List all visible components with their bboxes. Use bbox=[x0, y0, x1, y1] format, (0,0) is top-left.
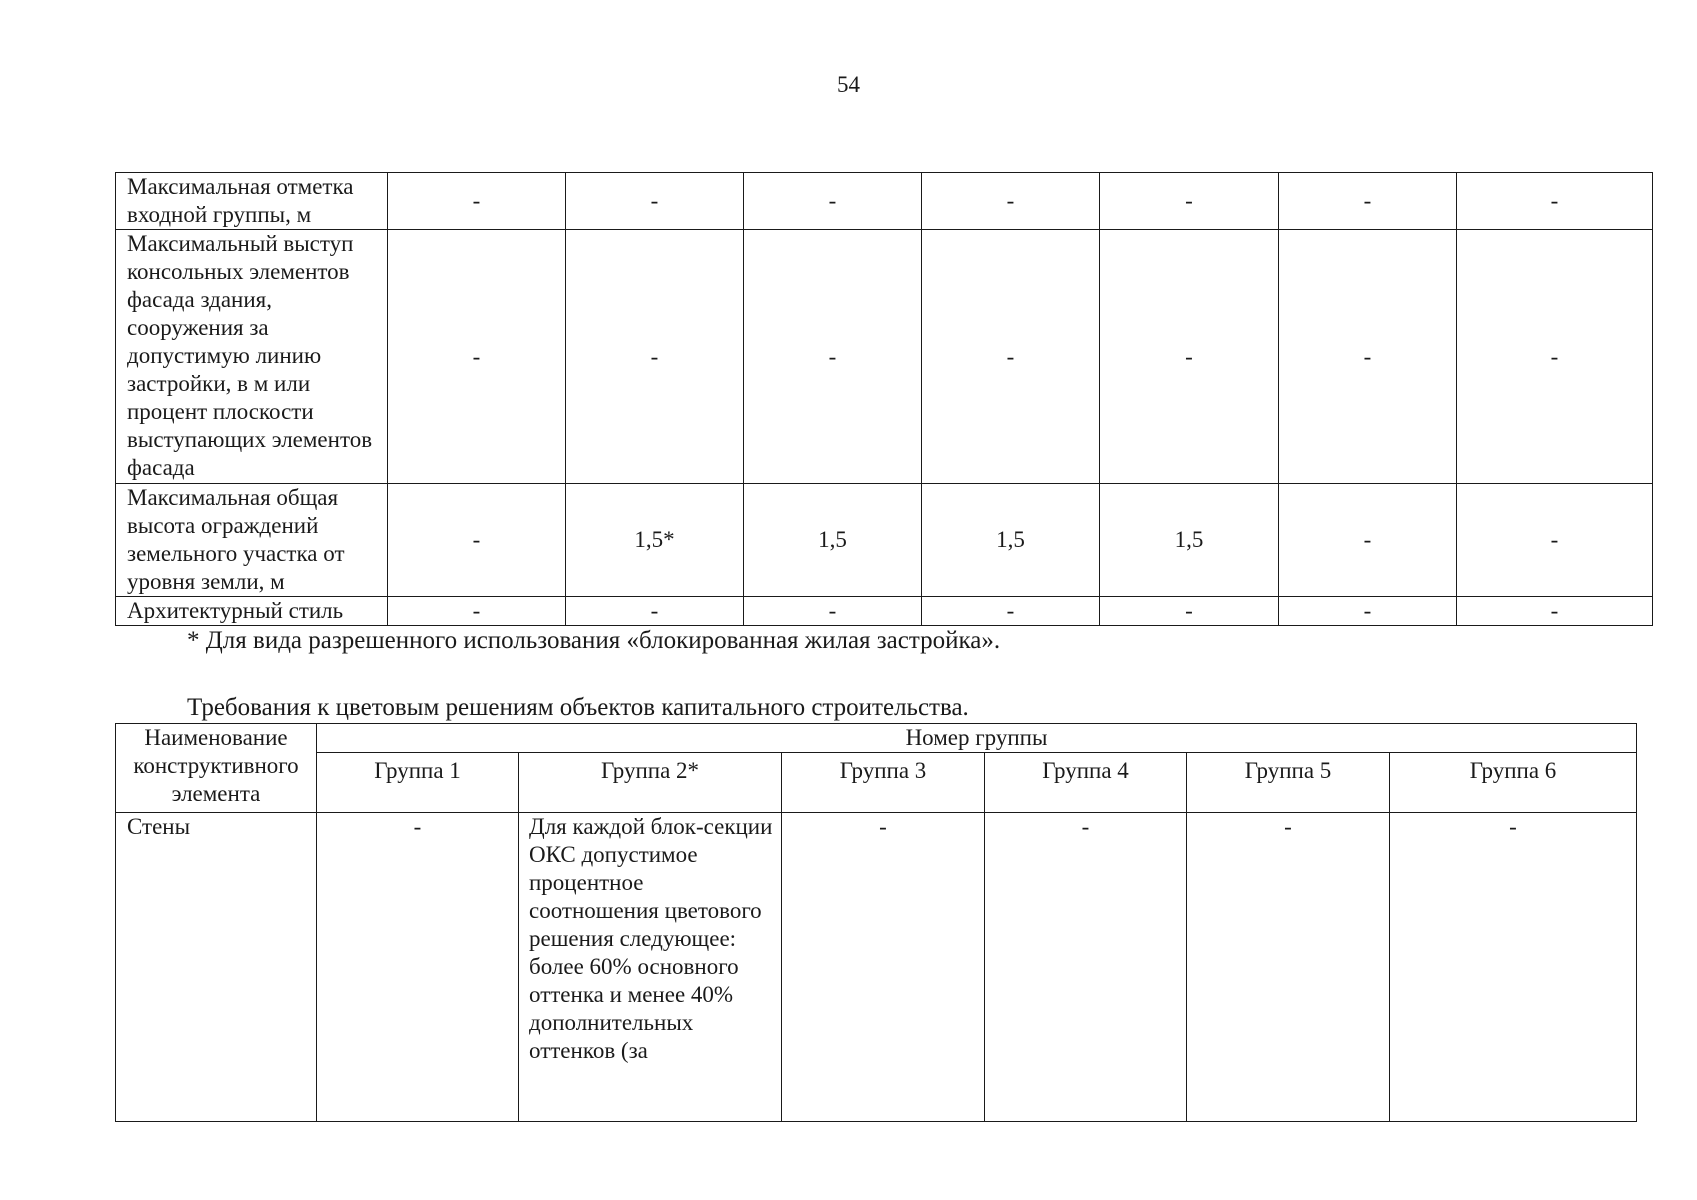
column-header-group: Группа 2* bbox=[519, 753, 782, 813]
table-cell: - bbox=[1100, 173, 1279, 230]
table-header-row bbox=[116, 724, 1637, 753]
table-cell: - bbox=[1457, 230, 1653, 484]
table-cell: - bbox=[744, 597, 922, 626]
table-row bbox=[116, 484, 1653, 597]
table-cell: - bbox=[388, 597, 566, 626]
row-label: Максимальная общая высота ограждений земельного участка от уровня земли, м bbox=[116, 484, 388, 597]
building-parameters-table bbox=[115, 172, 1653, 626]
table-header-row bbox=[116, 753, 1637, 813]
table-cell: - bbox=[1279, 230, 1457, 484]
column-header-element-name: Наименование конструктивного элемента bbox=[116, 724, 317, 813]
row-label: Архитектурный стиль bbox=[116, 597, 388, 626]
table-cell: - bbox=[985, 813, 1187, 1122]
row-label: Максимальная отметка входной группы, м bbox=[116, 173, 388, 230]
row-label: Стены bbox=[116, 813, 317, 1122]
table-row bbox=[116, 813, 1637, 1122]
row-label: Максимальный выступ консольных элементов фасада здания, сооружения за допустимую линию застройки, в м или процент плоскости выступающих элементов фасада bbox=[116, 230, 388, 484]
table-cell: - bbox=[388, 230, 566, 484]
table-cell: - bbox=[1279, 173, 1457, 230]
column-header-group-number: Номер группы bbox=[317, 724, 1637, 753]
column-header-group: Группа 4 bbox=[985, 753, 1187, 813]
table-cell: - bbox=[744, 173, 922, 230]
table-cell: - bbox=[317, 813, 519, 1122]
column-header-group: Группа 5 bbox=[1187, 753, 1390, 813]
table-cell: - bbox=[744, 230, 922, 484]
table-cell: 1,5 bbox=[1100, 484, 1279, 597]
table-cell: 1,5 bbox=[922, 484, 1100, 597]
color-requirements-title: Требования к цветовым решениям объектов капитального строительства. bbox=[187, 694, 969, 721]
table-cell: - bbox=[1457, 484, 1653, 597]
table-cell: - bbox=[388, 173, 566, 230]
table-row bbox=[116, 597, 1653, 626]
page-number: 54 bbox=[837, 72, 860, 97]
table-cell: - bbox=[1187, 813, 1390, 1122]
table-cell: - bbox=[1100, 597, 1279, 626]
table-cell: 1,5 bbox=[744, 484, 922, 597]
table-cell: - bbox=[1457, 597, 1653, 626]
table-cell: - bbox=[1390, 813, 1637, 1122]
table-cell: 1,5* bbox=[566, 484, 744, 597]
column-header-group: Группа 3 bbox=[782, 753, 985, 813]
table-cell: - bbox=[1457, 173, 1653, 230]
footnote: * Для вида разрешенного использования «блокированная жилая застройка». bbox=[187, 627, 1001, 654]
table-row bbox=[116, 173, 1653, 230]
table-cell: - bbox=[922, 597, 1100, 626]
table-cell: - bbox=[1279, 597, 1457, 626]
table-row bbox=[116, 230, 1653, 484]
table-cell: Для каждой блок-секции ОКС допустимое процентное соотношения цветового решения следующее: более 60% основного оттенка и менее 40% дополнительных оттенков (за bbox=[519, 813, 782, 1122]
table-cell: - bbox=[566, 230, 744, 484]
color-requirements-table bbox=[115, 723, 1637, 1122]
table-cell: - bbox=[1100, 230, 1279, 484]
table-cell: - bbox=[782, 813, 985, 1122]
table-cell: - bbox=[388, 484, 566, 597]
table-cell: - bbox=[922, 230, 1100, 484]
column-header-group: Группа 1 bbox=[317, 753, 519, 813]
table-cell: - bbox=[1279, 484, 1457, 597]
table-cell: - bbox=[566, 173, 744, 230]
table-cell: - bbox=[566, 597, 744, 626]
column-header-group: Группа 6 bbox=[1390, 753, 1637, 813]
table-cell: - bbox=[922, 173, 1100, 230]
